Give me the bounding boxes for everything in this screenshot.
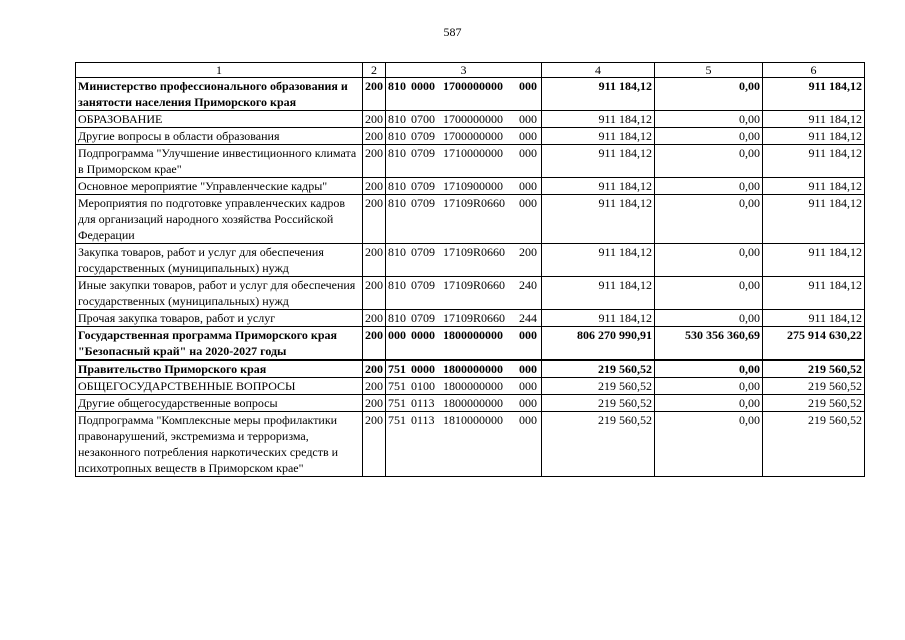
row-value-5: 0,00: [655, 195, 763, 244]
row-value-4: 219 560,52: [542, 378, 655, 395]
code-ved: 810: [388, 79, 406, 93]
row-name: Мероприятия по подготовке управленческих кадров для организаций народного хозяйства Российской Федерации: [76, 195, 363, 244]
row-value-6: 275 914 630,22: [763, 327, 865, 361]
row-code: [386, 111, 542, 128]
table-row: [76, 395, 865, 412]
row-name: ОБЩЕГОСУДАРСТВЕННЫЕ ВОПРОСЫ: [76, 378, 363, 395]
code-csr: 1700000000: [443, 79, 503, 93]
table-row: [76, 145, 865, 178]
row-value-6: 911 184,12: [763, 195, 865, 244]
budget-table: [75, 62, 865, 477]
code-rz: 0113: [411, 413, 435, 427]
row-value-6: 219 560,52: [763, 378, 865, 395]
code-ved: 751: [388, 413, 406, 427]
code-vr: 000: [519, 179, 537, 193]
code-rz: 0113: [411, 396, 435, 410]
code-vr: 244: [519, 311, 537, 325]
code-csr: 1700000000: [443, 112, 503, 126]
column-header-4: 4: [542, 63, 655, 78]
code-ved: 810: [388, 196, 406, 210]
row-name: Подпрограмма "Улучшение инвестиционного климата в Приморском крае": [76, 145, 363, 178]
row-value-4: 219 560,52: [542, 360, 655, 378]
row-name: Государственная программа Приморского края "Безопасный край" на 2020-2027 годы: [76, 327, 363, 361]
row-name: Иные закупки товаров, работ и услуг для обеспечения государственных (муниципальных) нужд: [76, 277, 363, 310]
code-vr: 000: [519, 379, 537, 393]
code-ved: 810: [388, 129, 406, 143]
row-value-5: 0,00: [655, 145, 763, 178]
row-name: Другие вопросы в области образования: [76, 128, 363, 145]
row-value-6: 911 184,12: [763, 145, 865, 178]
code-rz: 0000: [411, 362, 435, 376]
row-code: [386, 244, 542, 277]
code-ved: 810: [388, 179, 406, 193]
row-col2: 200: [363, 145, 386, 178]
row-value-5: 0,00: [655, 378, 763, 395]
row-value-5: 530 356 360,69: [655, 327, 763, 361]
code-csr: 17109R0660: [443, 311, 506, 325]
table-row: [76, 412, 865, 477]
code-ved: 810: [388, 112, 406, 126]
table-row: [76, 244, 865, 277]
row-code: [386, 360, 542, 378]
code-ved: 000: [388, 328, 406, 342]
row-value-5: 0,00: [655, 78, 763, 111]
row-value-5: 0,00: [655, 412, 763, 477]
row-code: [386, 78, 542, 111]
code-vr: 200: [519, 245, 537, 259]
code-rz: 0100: [411, 379, 435, 393]
row-name: Основное мероприятие "Управленческие кадры": [76, 178, 363, 195]
code-rz: 0000: [411, 79, 435, 93]
row-col2: 200: [363, 395, 386, 412]
row-col2: 200: [363, 178, 386, 195]
row-col2: 200: [363, 277, 386, 310]
row-col2: 200: [363, 128, 386, 145]
row-value-6: 911 184,12: [763, 128, 865, 145]
row-col2: 200: [363, 327, 386, 361]
row-code: [386, 310, 542, 327]
row-code: [386, 395, 542, 412]
row-value-5: 0,00: [655, 310, 763, 327]
row-code: [386, 378, 542, 395]
row-value-5: 0,00: [655, 128, 763, 145]
row-col2: 200: [363, 195, 386, 244]
row-value-5: 0,00: [655, 244, 763, 277]
row-name: Министерство профессионального образования и занятости населения Приморского края: [76, 78, 363, 111]
code-csr: 1810000000: [443, 413, 503, 427]
row-value-5: 0,00: [655, 395, 763, 412]
row-value-6: 911 184,12: [763, 277, 865, 310]
row-name: Подпрограмма "Комплексные меры профилактики правонарушений, экстремизма и терроризма, незаконного потребления наркотических средств и психотропных веществ в Приморском крае": [76, 412, 363, 477]
row-value-6: 911 184,12: [763, 78, 865, 111]
code-vr: 000: [519, 362, 537, 376]
code-rz: 0709: [411, 311, 435, 325]
row-code: [386, 128, 542, 145]
row-value-4: 911 184,12: [542, 277, 655, 310]
row-col2: 200: [363, 378, 386, 395]
page-number: 587: [443, 25, 462, 39]
code-ved: 810: [388, 245, 406, 259]
row-name: Правительство Приморского края: [76, 360, 363, 378]
row-value-4: 911 184,12: [542, 244, 655, 277]
row-value-5: 0,00: [655, 360, 763, 378]
table-row: [76, 378, 865, 395]
code-vr: 240: [519, 278, 537, 292]
table-row: [76, 78, 865, 111]
row-col2: 200: [363, 360, 386, 378]
code-csr: 1800000000: [443, 362, 503, 376]
table-row: [76, 128, 865, 145]
row-value-6: 911 184,12: [763, 178, 865, 195]
code-csr: 17109R0660: [443, 245, 506, 259]
row-value-4: 806 270 990,91: [542, 327, 655, 361]
code-csr: 1710000000: [443, 146, 503, 160]
row-name: ОБРАЗОВАНИЕ: [76, 111, 363, 128]
code-rz: 0709: [411, 129, 435, 143]
row-code: [386, 178, 542, 195]
code-csr: 1800000000: [443, 328, 503, 342]
table-row: [76, 360, 865, 378]
row-col2: 200: [363, 310, 386, 327]
row-value-5: 0,00: [655, 277, 763, 310]
code-ved: 810: [388, 311, 406, 325]
row-col2: 200: [363, 78, 386, 111]
row-code: [386, 327, 542, 361]
code-csr: 1800000000: [443, 396, 503, 410]
row-code: [386, 145, 542, 178]
row-value-4: 911 184,12: [542, 310, 655, 327]
row-value-4: 911 184,12: [542, 178, 655, 195]
row-value-4: 911 184,12: [542, 111, 655, 128]
code-vr: 000: [519, 196, 537, 210]
row-col2: 200: [363, 111, 386, 128]
row-value-6: 911 184,12: [763, 310, 865, 327]
table-row: [76, 327, 865, 361]
row-value-4: 911 184,12: [542, 195, 655, 244]
column-header-3: 3: [386, 63, 542, 78]
code-rz: 0709: [411, 245, 435, 259]
code-csr: 1700000000: [443, 129, 503, 143]
table-row: [76, 178, 865, 195]
row-col2: 200: [363, 412, 386, 477]
column-header-1: 1: [76, 63, 363, 78]
table-row: [76, 277, 865, 310]
code-rz: 0709: [411, 278, 435, 292]
column-header-2: 2: [363, 63, 386, 78]
row-name: Другие общегосударственные вопросы: [76, 395, 363, 412]
row-value-6: 219 560,52: [763, 395, 865, 412]
code-rz: 0709: [411, 146, 435, 160]
row-value-4: 911 184,12: [542, 145, 655, 178]
code-rz: 0709: [411, 179, 435, 193]
table-row: [76, 195, 865, 244]
column-header-6: 6: [763, 63, 865, 78]
code-ved: 751: [388, 379, 406, 393]
column-number-row: [76, 63, 865, 78]
code-vr: 000: [519, 396, 537, 410]
row-col2: 200: [363, 244, 386, 277]
code-csr: 17109R0660: [443, 196, 506, 210]
row-value-4: 219 560,52: [542, 412, 655, 477]
code-csr: 1800000000: [443, 379, 503, 393]
code-vr: 000: [519, 129, 537, 143]
row-name: Прочая закупка товаров, работ и услуг: [76, 310, 363, 327]
row-value-4: 911 184,12: [542, 78, 655, 111]
code-vr: 000: [519, 146, 537, 160]
code-vr: 000: [519, 413, 537, 427]
code-csr: 17109R0660: [443, 278, 506, 292]
code-rz: 0700: [411, 112, 435, 126]
row-value-6: 219 560,52: [763, 412, 865, 477]
code-vr: 000: [519, 328, 537, 342]
code-rz: 0709: [411, 196, 435, 210]
row-value-4: 911 184,12: [542, 128, 655, 145]
code-csr: 1710900000: [443, 179, 503, 193]
code-ved: 810: [388, 146, 406, 160]
column-header-5: 5: [655, 63, 763, 78]
code-rz: 0000: [411, 328, 435, 342]
row-code: [386, 412, 542, 477]
row-value-6: 219 560,52: [763, 360, 865, 378]
code-vr: 000: [519, 112, 537, 126]
code-vr: 000: [519, 79, 537, 93]
table-row: [76, 111, 865, 128]
row-code: [386, 277, 542, 310]
row-value-5: 0,00: [655, 178, 763, 195]
row-value-4: 219 560,52: [542, 395, 655, 412]
row-value-6: 911 184,12: [763, 111, 865, 128]
code-ved: 751: [388, 396, 406, 410]
row-code: [386, 195, 542, 244]
row-value-6: 911 184,12: [763, 244, 865, 277]
row-value-5: 0,00: [655, 111, 763, 128]
code-ved: 810: [388, 278, 406, 292]
row-name: Закупка товаров, работ и услуг для обеспечения государственных (муниципальных) нужд: [76, 244, 363, 277]
table-row: [76, 310, 865, 327]
code-ved: 751: [388, 362, 406, 376]
